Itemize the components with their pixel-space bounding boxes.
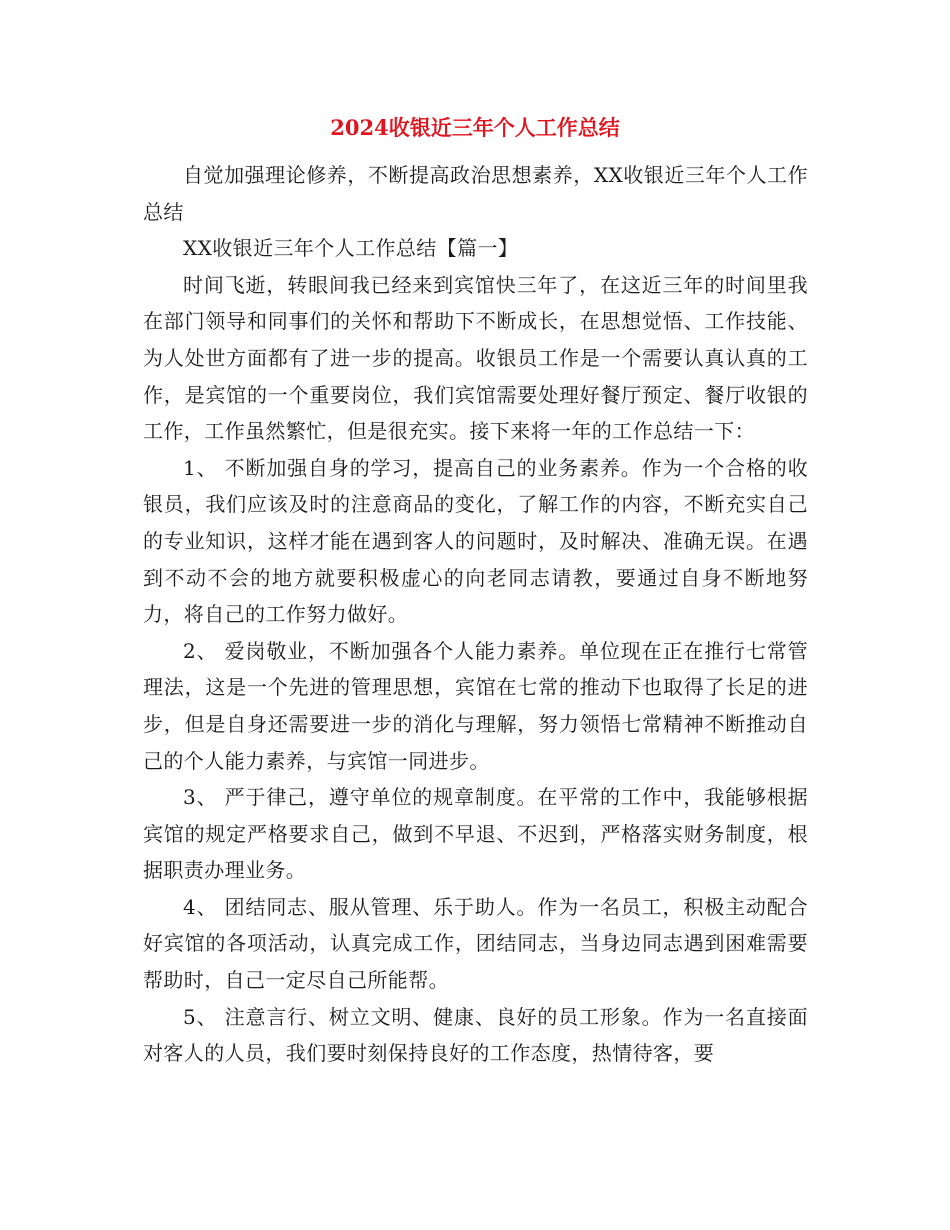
list-item-3: 3、 严于律己，遵守单位的规章制度。在平常的工作中，我能够根据宾馆的规定严格要求自己，做到不早退、不迟到，严格落实财务制度，根据职责办理业务。 (143, 785, 808, 883)
section-heading: XX收银近三年个人工作总结【篇一】 (183, 236, 519, 261)
intro-paragraph: 自觉加强理论修养，不断提高政治思想素养，XX收银近三年个人工作总结 (143, 163, 808, 224)
list-item-1: 1、 不断加强自身的学习，提高自己的业务素养。作为一个合格的收银员，我们应该及时的注意商品的变化，了解工作的内容，不断充实自己的专业知识，这样才能在遇到客人的问题时，及时解决、准确无误。在遇到不动不会的地方就要积极虚心的向老同志请教，要通过自身不断地努力，将自己的工作努力做好。 (143, 455, 808, 627)
document-title: 2024收银近三年个人工作总结 (330, 115, 620, 140)
body-paragraph: 时间飞逝，转眼间我已经来到宾馆快三年了，在这近三年的时间里我在部门领导和同事们的关怀和帮助下不断成长，在思想觉悟、工作技能、为人处世方面都有了进一步的提高。收银员工作是一个需要认真认真的工作，是宾馆的一个重要岗位，我们宾馆需要处理好餐厅预定、餐厅收银的工作，工作虽然繁忙，但是很充实。接下来将一年的工作总结一下： (143, 272, 808, 444)
list-item-2: 2、 爱岗敬业，不断加强各个人能力素养。单位现在正在推行七常管理法，这是一个先进的管理思想，宾馆在七常的推动下也取得了长足的进步，但是自身还需要进一步的消化与理解，努力领悟七常精神不断推动自己的个人能力素养，与宾馆一同进步。 (143, 638, 808, 773)
document-body (143, 157, 808, 1072)
list-item-4: 4、 团结同志、服从管理、乐于助人。作为一名员工，积极主动配合好宾馆的各项活动，认真完成工作，团结同志，当身边同志遇到困难需要帮助时，自己一定尽自己所能帮。 (143, 894, 808, 993)
list-item-5: 5、 注意言行、树立文明、健康、良好的员工形象。作为一名直接面对客人的人员，我们要时刻保持良好的工作态度，热情待客，要 (143, 1004, 808, 1066)
